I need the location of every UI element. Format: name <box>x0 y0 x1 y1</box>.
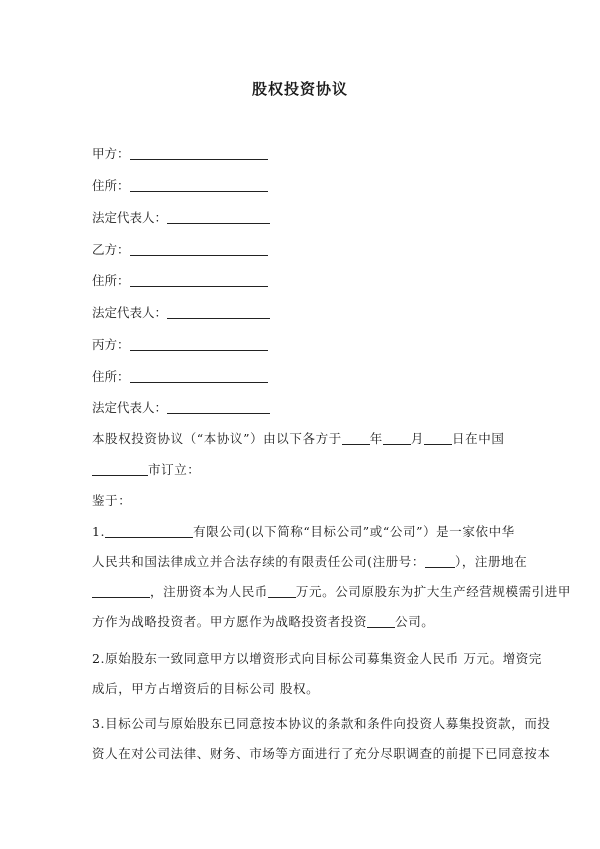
party-a-address-blank[interactable] <box>130 178 268 192</box>
party-a-blank[interactable] <box>130 146 268 160</box>
clause-1-text-a: 有限公司(以下简称“目标公司”或“公司”）是一家依中华 <box>193 524 515 539</box>
clause-1-text-b1: 人民共和国法律成立并合法存续的有限责任公司(注册号： <box>92 554 425 569</box>
field-label: 丙方： <box>92 337 130 352</box>
party-b-representative-field <box>92 305 270 321</box>
clause-1-number: 1. <box>92 524 106 539</box>
city-blank[interactable] <box>92 462 148 476</box>
party-b-field <box>92 242 268 258</box>
party-c-address-blank[interactable] <box>130 369 268 383</box>
clause-1-line-3 <box>92 584 572 600</box>
intro-text: 本股权投资协议（“本协议”）由以下各方于 <box>92 431 342 446</box>
whereas-heading: 鉴于： <box>92 493 132 508</box>
investment-amount-blank[interactable] <box>367 614 395 628</box>
clause-1-text-b2: ），注册地在 <box>454 554 528 569</box>
clause-1-text-c1: ，注册资本为人民币 <box>150 584 268 599</box>
clause-1-line-1 <box>92 524 516 540</box>
month-blank[interactable] <box>383 431 411 445</box>
party-b-representative-blank[interactable] <box>167 305 270 319</box>
field-label: 住所： <box>92 178 130 193</box>
day-blank[interactable] <box>424 431 452 445</box>
registered-capital-blank[interactable] <box>268 584 296 598</box>
field-label: 法定代表人： <box>92 400 168 415</box>
party-b-address-blank[interactable] <box>130 273 268 287</box>
clause-3-line-1: 3.目标公司与原始股东已同意按本协议的条款和条件向投资人募集投资款，而投 <box>92 716 551 731</box>
clause-1-line-2 <box>92 554 528 570</box>
clause-2-line-1: 2.原始股东一致同意甲方以增资形式向目标公司募集资金人民币 万元。增资完 <box>92 651 543 666</box>
clause-1-line-4 <box>92 614 516 630</box>
registered-address-blank[interactable] <box>92 584 150 598</box>
field-label: 乙方： <box>92 242 130 257</box>
city-suffix: 市订立： <box>148 462 201 477</box>
month-label: 月 <box>410 431 425 446</box>
party-a-representative-blank[interactable] <box>167 210 270 224</box>
party-b-address-field <box>92 273 268 289</box>
field-label: 住所： <box>92 369 130 384</box>
year-blank[interactable] <box>342 431 370 445</box>
day-label: 日在中国 <box>452 431 505 446</box>
registration-number-blank[interactable] <box>425 554 455 568</box>
party-c-blank[interactable] <box>130 337 268 351</box>
intro-line-2 <box>92 462 516 478</box>
document-title: 股权投资协议 <box>251 80 348 98</box>
party-c-representative-field <box>92 400 270 416</box>
clause-1-text-c2: 万元。公司原股东为扩大生产经营规模需引进甲 <box>295 584 572 599</box>
party-b-blank[interactable] <box>130 242 268 256</box>
field-label: 法定代表人： <box>92 210 168 225</box>
clause-1-text-d2: 公司。 <box>395 614 435 629</box>
field-label: 住所： <box>92 273 130 288</box>
party-c-representative-blank[interactable] <box>167 400 270 414</box>
intro-line-1 <box>92 431 516 447</box>
company-name-blank[interactable] <box>105 524 193 538</box>
clause-2-line-2: 成后，甲方占增资后的目标公司 股权。 <box>92 681 320 696</box>
field-label: 法定代表人： <box>92 305 168 320</box>
clause-3-line-2: 资人在对公司法律、财务、市场等方面进行了充分尽职调查的前提下已同意按本 <box>92 746 551 761</box>
party-a-field <box>92 146 268 162</box>
party-c-field <box>92 337 268 353</box>
year-label: 年 <box>369 431 383 446</box>
party-a-representative-field <box>92 210 270 226</box>
party-c-address-field <box>92 369 268 385</box>
party-a-address-field <box>92 178 268 194</box>
field-label: 甲方： <box>92 146 130 161</box>
clause-1-text-d1: 方作为战略投资者。甲方愿作为战略投资者投资 <box>92 614 368 629</box>
